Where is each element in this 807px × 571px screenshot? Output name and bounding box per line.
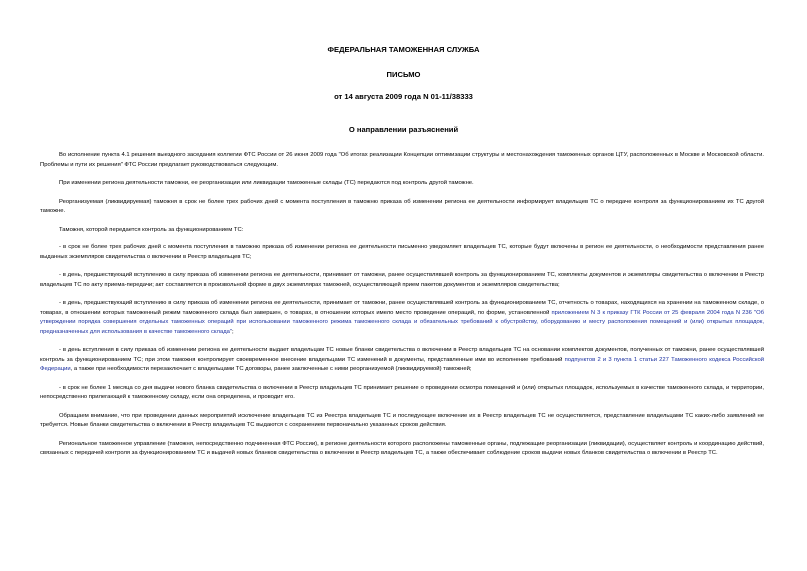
- paragraph-notification: Реорганизуемая (ликвидируемая) таможня в срок не более трех рабочих дней с момента поступления в таможню приказа об изменении региона ее деятельности информирует владельцев ТС о передаче контроля за функционированием их ТС другой таможне.: [40, 198, 764, 214]
- paragraph-item-accept-documents: - в день, предшествующий вступлению в силу приказа об изменении региона ее деятельности, принимает от таможни, ранее осуществлявшей контроль за функционированием ТС, комплекты документов и экземпляры свидетельства о включении в Реестр владельцев ТС по акту приема-передачи; акт составляется в произвольной форме в двух экземплярах таможней, осуществляющей прием пакетов документов и экземпляров свидетельства;: [40, 272, 764, 288]
- paragraph-item-notify-owners: - в срок не более трех рабочих дней с момента поступления в таможню приказа об изменении региона ее деятельности письменно уведомляет владельцев ТС, которые будут включены в регион ее деятельности, о необходимости представления ранее выданных экземпляров свидетельства о включении в Реестр владельцев ТС;: [40, 244, 764, 260]
- paragraph-transfer: При изменении региона деятельности таможни, ее реорганизации или ликвидации таможенные склады (ТС) передаются под контроль другой таможне.: [59, 180, 474, 186]
- document-date: от 14 августа 2009 года N 01-11/38333: [334, 92, 473, 101]
- document-body: [40, 151, 764, 468]
- paragraph-customs-duties: Таможня, которой передается контроль за функционированием ТС:: [59, 226, 244, 233]
- paragraph-item-issue-certificates: [40, 346, 764, 375]
- customs-code-link[interactable]: подпунктов 2 и 3 пункта 1 статьи 227 Таможенного кодекса Российской Федерации: [40, 356, 764, 372]
- paragraph-regional-control: Региональное таможенное управление (таможня, непосредственно подчиненная ФТС России), в регионе деятельности которого расположены таможенные органы, подлежащие реорганизации (ликвидации), осуществляет контроль и координацию действий, связанных с передачей контроля за функционированием ТС и выдачей новых бланков свидетельства о включении в Реестр владельцев ТС, а также обеспечивает соблюдение сроков выдачи новых бланков свидетельства о включении в Реестр ТС.: [40, 440, 764, 456]
- document-type: ПИСЬМО: [386, 70, 421, 79]
- order-236-link[interactable]: приложением N 3 к приказу ГТК России от 25 февраля 2004 года N 236 "Об утверждении порядка совершения отдельных таможенных операций при использовании таможенного режима таможенного склада и обязательных требований к обустройству, оборудованию и месту расположения помещений и (или) открытых площадок, предназначенных для использования в качестве таможенного склада": [40, 309, 764, 335]
- paragraph-text: - в день, предшествующий вступлению в силу приказа об изменении региона ее деятельности, принимает от таможни, ранее осуществлявшей контроль за функционированием ТС, отчетность о товарах, находящихся на хранении на таможенном складе, о товарах, в отношении которых таможенный режим таможенного склада был завершен, о товарах, в отношении которых имело место проведение операций, по форме, установленной: [40, 300, 764, 316]
- paragraph-text: , а также при необходимости перезаключает с владельцами ТС договоры, ранее заключенные с ними реорганизуемой (ликвидируемой) таможней;: [70, 366, 472, 372]
- paragraph-item-inspection: - в срок не более 1 месяца со дня выдачи нового бланка свидетельства о включении в Реестр владельцев ТС принимает решение о проведении осмотра помещений и (или) открытых площадок, используемых в качестве таможенного склада, и территории, непосредственно прилегающей к таможенному складу, если она определена, и проводит его.: [40, 384, 764, 400]
- paragraph-attention: Обращаем внимание, что при проведении данных мероприятий исключение владельцев ТС из Реестра владельцев ТС и последующее включение их в Реестр владельцев ТС не осуществляется, представление владельцами ТС каких-либо заявлений не требуется. Новые бланки свидетельства о включении в Реестр владельцев ТС выдаются с сохранением первоначально указанных сроков действия.: [40, 412, 764, 428]
- paragraph-text: - в день вступления в силу приказа об изменении региона ее деятельности выдает владельцам ТС новые бланки свидетельства о включении в Реестр владельцев ТС на основании комплектов документов, полученных от таможни, ранее осуществлявшей контроль за функционированием ТС; при этом таможня контролирует своевременное внесение владельцами ТС изменений в документы, представленные ими во исполнение требований: [40, 347, 764, 363]
- paragraph-intro: Во исполнение пункта 4.1 решения выездного заседания коллегии ФТС России от 26 июня 2009 года "Об итогах реализации Концепции оптимизации структуры и местонахождения таможенных органов ЦТУ, расположенных в Москве и Московской области. Проблемы и пути их решения" ФТС России предлагает руководствоваться следующим.: [40, 152, 764, 168]
- document-subject: О направлении разъяснений: [348, 125, 459, 134]
- paragraph-text: ;: [231, 328, 234, 335]
- agency-title: ФЕДЕРАЛЬНАЯ ТАМОЖЕННАЯ СЛУЖБА: [327, 45, 480, 54]
- paragraph-item-accept-reports: [40, 299, 764, 337]
